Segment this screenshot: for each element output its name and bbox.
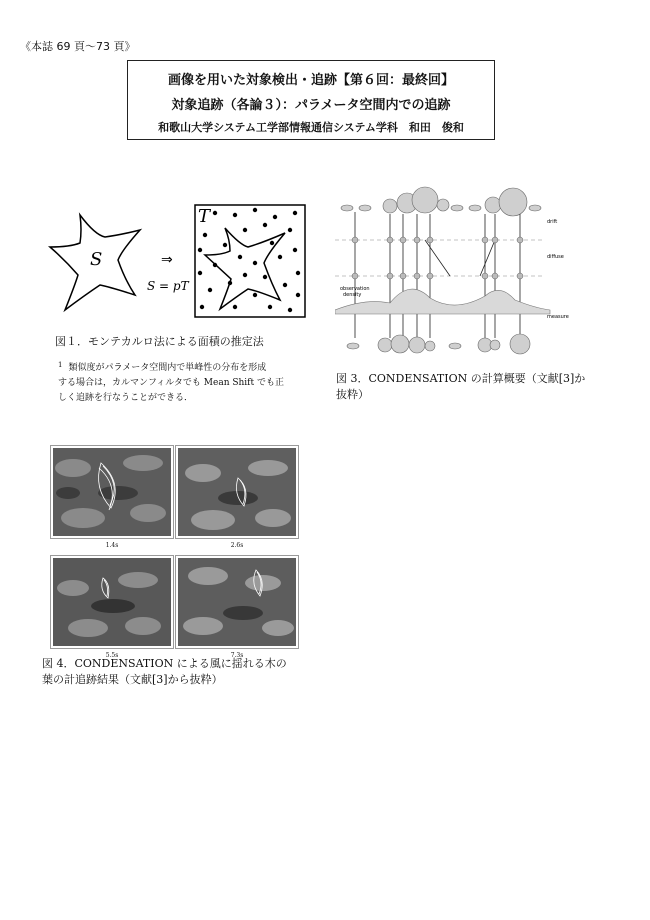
photo-frame-2 (175, 445, 299, 549)
leaf-photo-2 (178, 448, 296, 536)
figure1-caption: 図１．モンテカルロ法による面積の推定法 (55, 335, 264, 348)
footnote (58, 361, 328, 406)
leaf-photo-3 (53, 558, 171, 646)
bottom-samples (347, 334, 530, 354)
label-observation: observation (340, 286, 370, 292)
label-diffuse: diffuse (547, 254, 564, 260)
footnote-mark: 1 (58, 361, 63, 369)
figure4-caption-line2: 葉の計追跡結果（文献[3]から抜粋） (42, 673, 223, 686)
random-points (198, 208, 300, 312)
frame-time-3: 5.5s (105, 652, 119, 659)
photo-frame-4 (175, 555, 299, 659)
figure3-caption-line2: 抜粋） (336, 388, 369, 401)
footnote-line1: $^1$ 類似度がパラメータ空間内で単峰性の分布を形成 (58, 361, 267, 373)
figure4-caption (42, 656, 317, 688)
arrow: ⇒ (161, 252, 173, 268)
monte-carlo-diagram (40, 195, 320, 325)
observation-density-curve (335, 289, 550, 314)
title-box (127, 60, 495, 140)
label-density: density (343, 292, 362, 298)
condensation-diagram (335, 178, 575, 363)
label-drift: drift (547, 219, 558, 225)
leaf-photo-4 (178, 558, 296, 646)
author-affiliation: 和歌山大学システム工学部情報通信システム学科 和田 俊和 (158, 121, 464, 134)
frame-time-2: 2.6s (230, 542, 244, 549)
leaf-photo-1 (53, 448, 171, 536)
label-measure: measure (547, 314, 569, 320)
figure1 (40, 195, 320, 325)
frame-time-4: 7.3s (230, 652, 244, 659)
footnote-line2: する場合は，カルマンフィルタでも Mean Shift でも正 (58, 378, 284, 388)
figure3 (335, 178, 575, 363)
photo-frame-3 (50, 555, 174, 659)
figure3-caption-line1: 図 3．CONDENSATION の計算概要（文献[3]か (336, 372, 586, 385)
top-samples (341, 187, 541, 216)
figure3-caption (336, 371, 616, 403)
article-subtitle: 対象追跡（各論３）：パラメータ空間内での追跡 (171, 98, 451, 113)
photo-frame-1 (50, 445, 174, 549)
frame-time-1: 1.4s (105, 542, 119, 549)
label-s: S (90, 249, 103, 270)
figure4-caption-line1: 図 4．CONDENSATION による風に揺れる木の (42, 657, 287, 670)
page-reference: 《本誌 69 頁〜73 頁》 (20, 40, 136, 53)
footnote-line3: しく追跡を行なうことができる． (58, 393, 194, 403)
label-t: T (198, 206, 211, 227)
equation: S = pT (147, 279, 189, 293)
article-title: 画像を用いた対象検出・追跡【第６回：最終回】 (167, 73, 454, 88)
star-shape-in-box (205, 228, 285, 309)
